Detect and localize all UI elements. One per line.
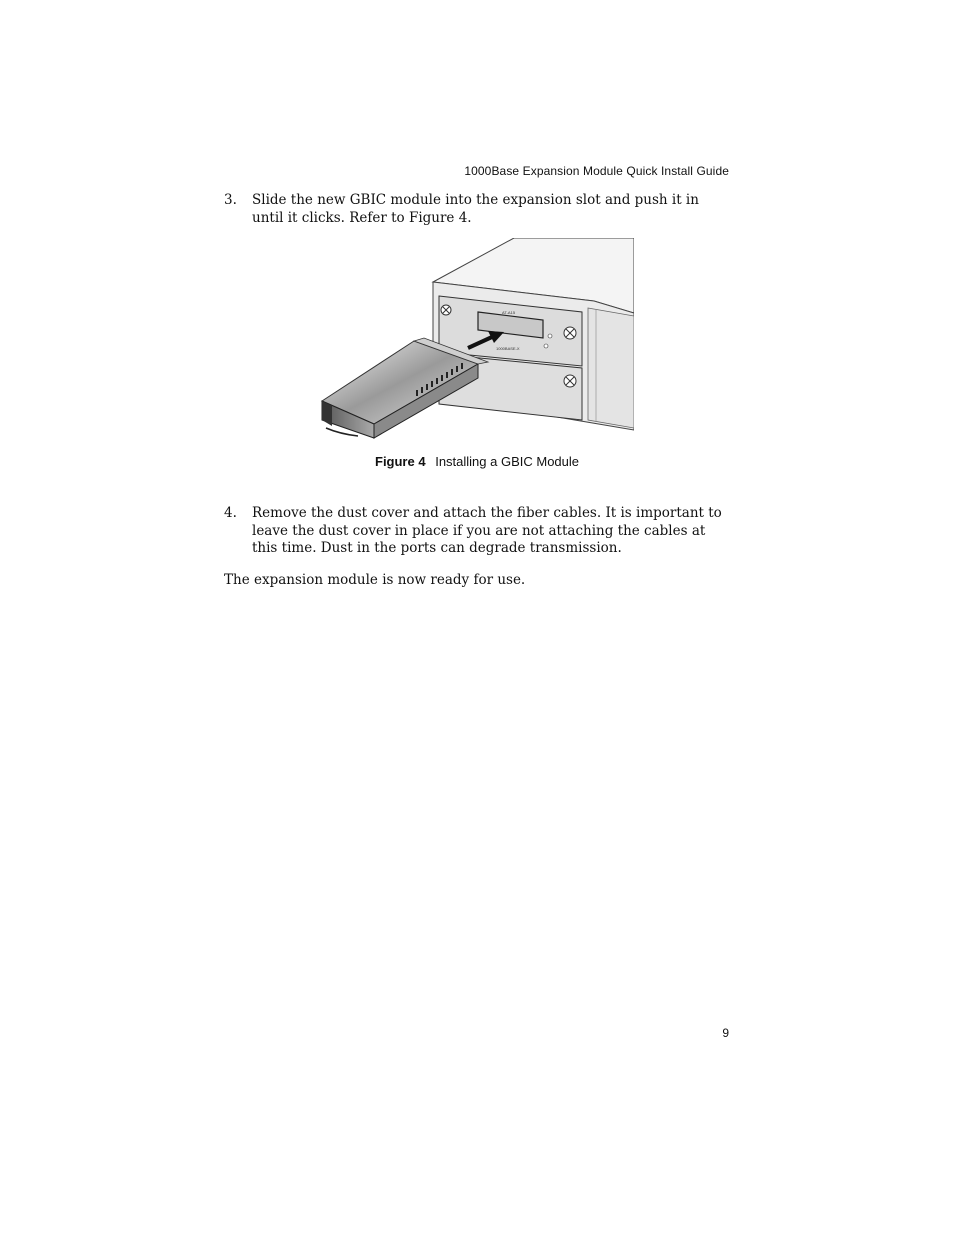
- step-number: 4.: [224, 505, 237, 521]
- screw-icon: [564, 327, 576, 339]
- gbic-installation-figure: [318, 238, 634, 440]
- page-number: 9: [722, 1026, 729, 1040]
- figure-label: Figure 4: [375, 454, 426, 469]
- step-text: Remove the dust cover and attach the fiber cables. It is important to leave the dust cover in place if you are not attaching the cables at this time. Dust in the ports can degrade transmission.: [252, 505, 722, 556]
- screw-icon: [441, 305, 451, 315]
- figure-caption-text: Installing a GBIC Module: [435, 454, 579, 469]
- running-header: 1000Base Expansion Module Quick Install Guide: [464, 164, 729, 178]
- step-number: 3.: [224, 192, 237, 208]
- figure-caption: [0, 454, 954, 469]
- step-text: Slide the new GBIC module into the expansion slot and push it in until it clicks. Refer to Figure 4.: [252, 192, 699, 226]
- module-label: AT-A15: [502, 310, 516, 315]
- step-3: [224, 192, 730, 227]
- screw-icon: [564, 375, 576, 387]
- closing-paragraph: The expansion module is now ready for use.: [224, 572, 526, 588]
- port-label: 1000BASE-X: [496, 346, 520, 351]
- step-4: [224, 505, 730, 558]
